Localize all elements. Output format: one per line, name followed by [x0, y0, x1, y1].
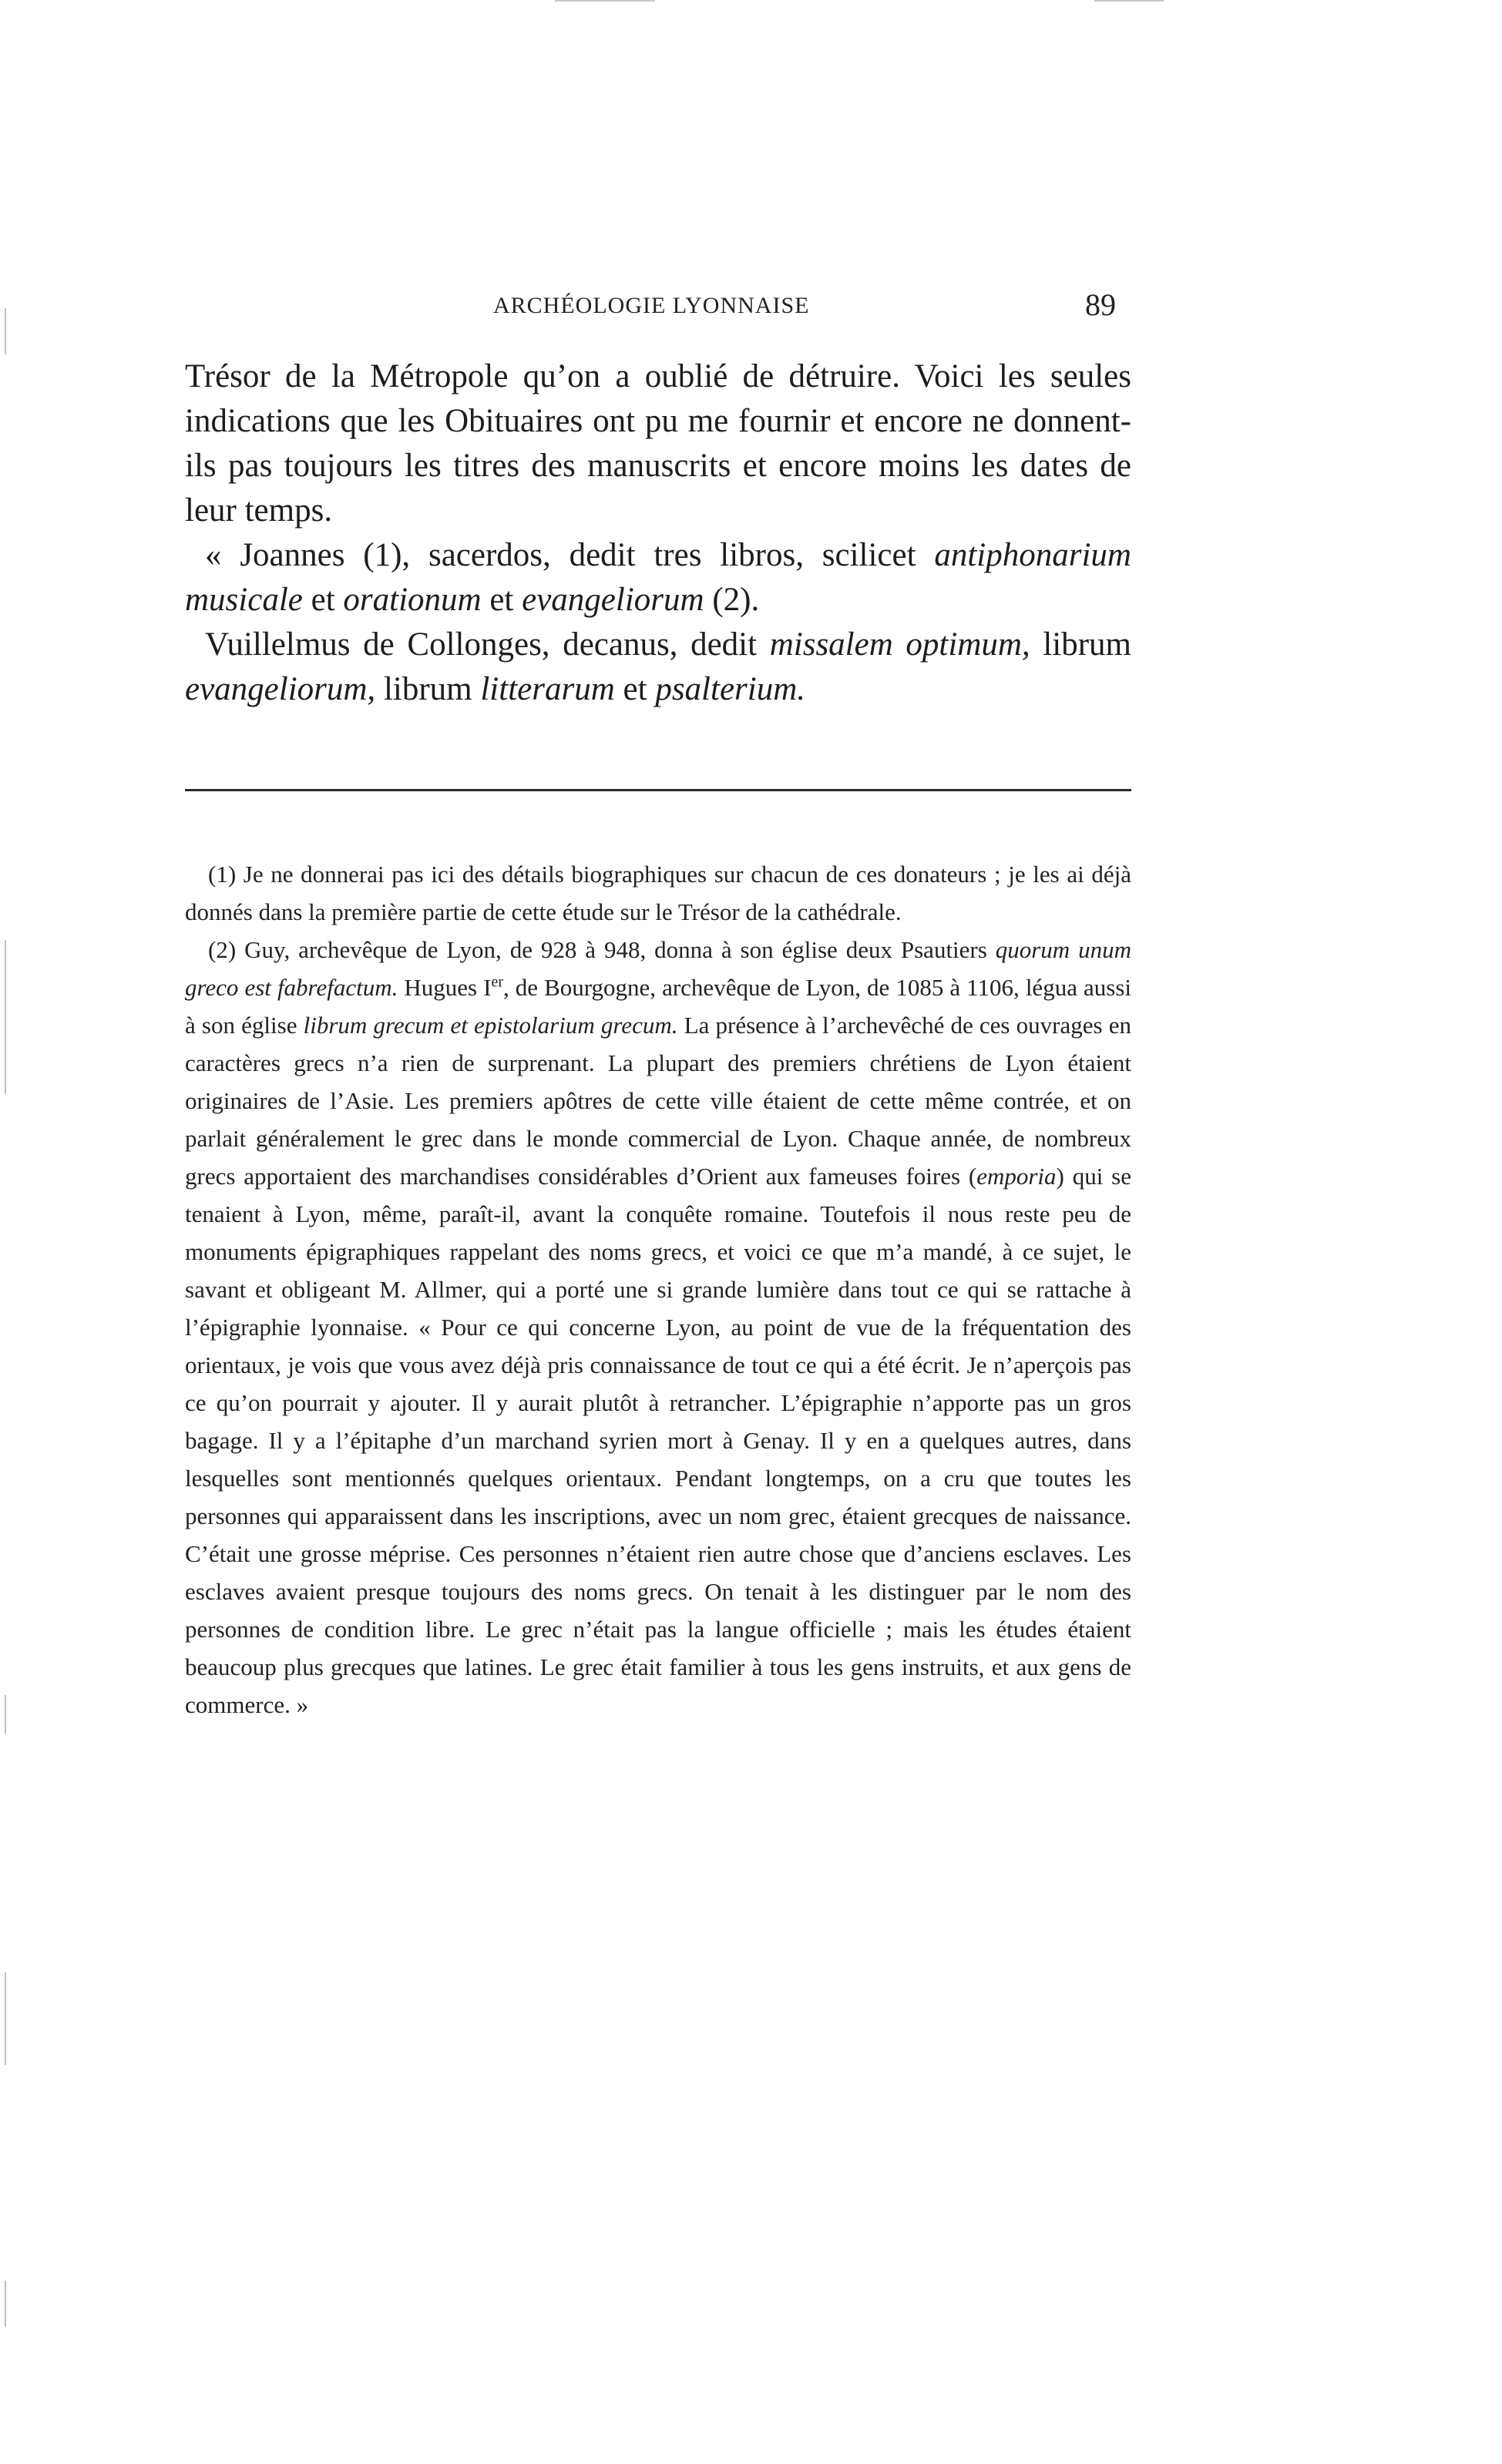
scan-artifact — [5, 308, 6, 354]
italic-run: emporia — [976, 1163, 1057, 1190]
italic-run: antiphonarium musicale — [185, 537, 1131, 618]
scan-artifact — [1094, 0, 1164, 2]
footnotes — [185, 855, 1131, 1724]
scan-artifact — [5, 1695, 6, 1734]
italic-run: psalterium. — [655, 671, 806, 707]
text-run: et — [481, 582, 523, 618]
text-run: ) qui se tenaient à Lyon, même, paraît-il, avant la conquête romaine. Toutefois il nous reste peu de monuments épigraphiques rappelant des noms grecs, et voici ce que m’a mandé, à ce sujet, le savant et obligeant M. Allmer, qui a porté une si grande lumière dans tout ce qui se rattache à l’épigraphie lyonnaise. « Pour ce qui concerne Lyon, au point de vue de la fréquentation des orientaux, je vois que vous avez déjà pris connaissance de tout ce qui a été écrit. Je n’aperçois pas ce qu’on pourrait y ajouter. Il y aurait plutôt à retrancher. L’épigraphie n’apporte pas un gros bagage. Il y a l’épitaphe d’un marchand syrien mort à Genay. Il y en a quelques autres, dans lesquelles sont mentionnés quelques orientaux. Pendant longtemps, on a cru que toutes les personnes qui apparaissent dans les inscriptions, avec un nom grec, étaient grecques de naissance. C’était une grosse méprise. Ces personnes n’étaient rien autre chose que d’anciens esclaves. Les esclaves avaient presque toujours des noms grecs. On tenait à les distinguer par le nom des personnes de condition libre. Le grec n’était pas la langue officielle ; mais les études étaient beaucoup plus grecques que latines. Le grec était familier à tous les gens instruits, et aux gens de commerce. » — [185, 1163, 1131, 1718]
italic-run: litterarum — [480, 671, 615, 707]
italic-run: librum grecum et epistolarium grecum. — [303, 1012, 678, 1039]
text-run: et — [302, 582, 344, 618]
text-run: (2) Guy, archevêque de Lyon, de 928 à 948, donna à son église deux Psautiers — [208, 936, 996, 963]
italic-run: orationum — [343, 582, 482, 618]
footnote-2 — [185, 931, 1131, 1724]
text-run: librum — [375, 671, 481, 707]
text-run: librum — [1030, 626, 1131, 663]
text-run: Vuillelmus de Collonges, decanus, dedit — [205, 626, 770, 663]
text-run: La présence à l’archevêché de ces ouvrages en caractères grecs n’a rien de surprenant. La plupart des premiers chrétiens de Lyon étaient originaires de l’Asie. Les premiers apôtres de cette ville étaient de cette même contrée, et on parlait généralement le grec dans le monde commercial de Lyon. Chaque année, de nombreux grecs apportaient des marchandises considérables d’Orient aux fameuses foires ( — [185, 1012, 1131, 1190]
text-run: et — [614, 671, 656, 707]
running-head: ARCHÉOLOGIE LYONNAISE — [493, 293, 810, 318]
italic-run: quorum unum greco est fabrefactum. — [185, 936, 1131, 1001]
text-run: , de Bourgogne, archevêque de Lyon, de 1085 à 1106, légua aussi à son église — [185, 974, 1131, 1039]
paragraph-2 — [185, 533, 1131, 623]
italic-run: missalem optimum, — [769, 626, 1030, 663]
main-text — [185, 354, 1131, 712]
scan-artifact — [5, 1972, 6, 2065]
text-run: Hugues I — [398, 974, 492, 1001]
italic-run: evangeliorum, — [185, 671, 376, 707]
footnote-1: (1) Je ne donnerai pas ici des détails biographiques sur chacun de ces donateurs ; je les ai déjà donnés dans la première partie de cette étude sur le Trésor de la cathédrale. — [185, 861, 1131, 925]
footnote-rule — [185, 789, 1131, 791]
paragraph-1: Trésor de la Métropole qu’on a oublié de détruire. Voici les seules indications que les Obituaires ont pu me fournir et encore ne donnent-ils pas toujours les titres des manuscrits et encore moins les dates de leur temps. — [185, 358, 1131, 529]
italic-run: evangeliorum — [522, 582, 704, 618]
scan-artifact — [5, 940, 6, 1094]
superscript: er — [491, 973, 504, 991]
paragraph-3 — [185, 623, 1131, 712]
text-run: « Joannes (1), sacerdos, dedit tres libros, scilicet — [205, 537, 935, 573]
page-number: 89 — [1085, 287, 1116, 322]
scan-artifact — [5, 2281, 6, 2327]
scan-artifact — [555, 0, 655, 2]
text-run: (2). — [704, 582, 760, 618]
